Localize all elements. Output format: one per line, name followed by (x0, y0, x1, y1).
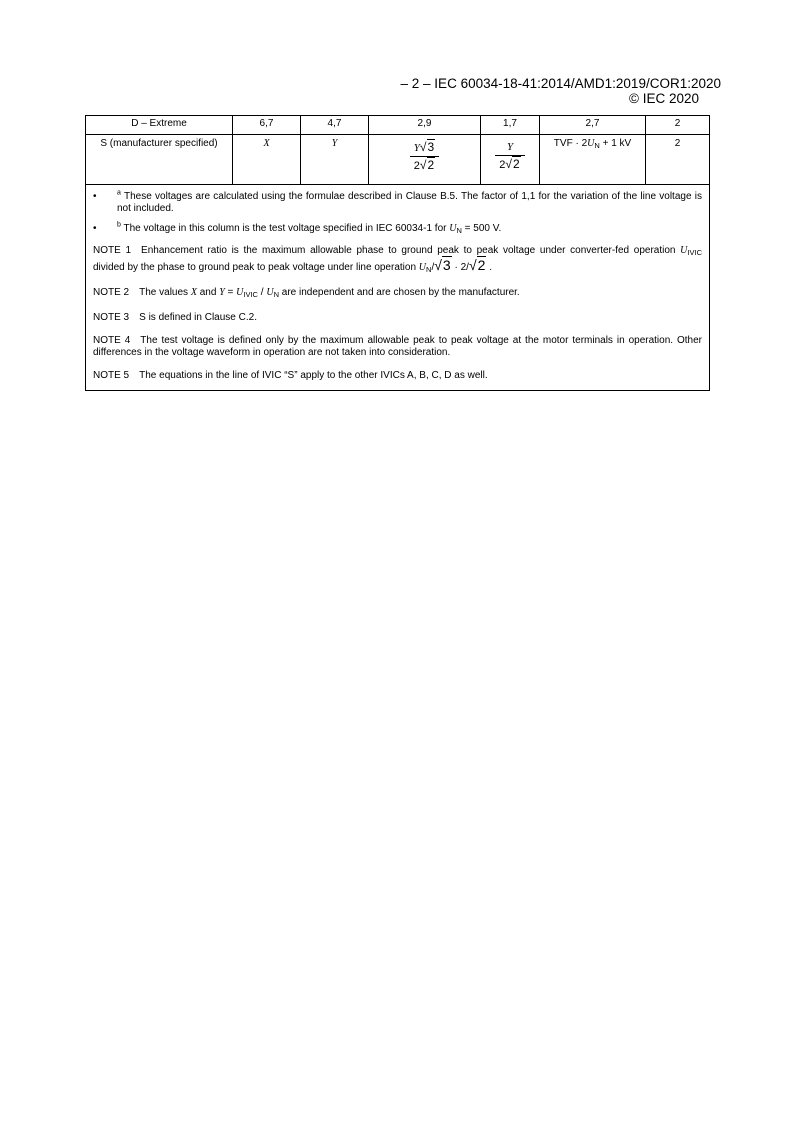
note-4: NOTE 4 The test voltage is defined only by the maximum allowable peak to peak voltage at the motor terminals in operation. Other differences in the voltage waveform in operation are not taken into consideration. (93, 335, 702, 358)
table-row (86, 116, 710, 135)
tvf-cell: TVF · $2U_N + 1$ kV (540, 135, 646, 185)
fraction-y: $\frac{Y}{2√2}$ (495, 140, 524, 172)
footnote-b: • $^b$ The voltage in this column is the test voltage specified in IEC 60034-1 for $U_N = 500$ V. (93, 221, 502, 235)
table-cell: Y (301, 135, 369, 185)
note-5: NOTE 5 The equations in the line of IVIC “S” apply to the other IVICs A, B, C, D as well. (93, 370, 488, 381)
table-cell: 4,7 (301, 116, 369, 135)
footnote-a: • $^a$ These voltages are calculated using the formulae described in Clause B.5. The factor of 1,1 for the variation of the line voltage is not included. (93, 189, 702, 214)
table-cell: 2,7 (540, 116, 646, 135)
note-1: NOTE 1 Enhancement ratio is the maximum allowable phase to ground peak to peak voltage under converter-fed operation $U_{IVIC}$ divided by the phase to ground peak to peak voltage under line operation $U_N/√3 \cdot 2/√2$ . (93, 245, 702, 274)
copyright-line: © IEC 2020 (629, 91, 699, 106)
table-cell: X (233, 135, 301, 185)
fraction-y-root3: $\frac{Y√3}{2√2}$ (410, 140, 439, 173)
formula-cell (369, 135, 481, 185)
table-cell: 2 (646, 135, 710, 185)
table-cell: 1,7 (481, 116, 540, 135)
document-id: – 2 – IEC 60034-18-41:2014/AMD1:2019/COR1:2020 (400, 76, 721, 91)
voltage-table (85, 115, 710, 391)
table-cell: 6,7 (233, 116, 301, 135)
table-row (86, 135, 710, 185)
page-header (401, 76, 721, 106)
formula-cell (481, 135, 540, 185)
note-2: NOTE 2 The values X and $Y = U_{IVIC} / U_N$ are independent and are chosen by the manufacturer. (93, 287, 520, 299)
notes-cell (86, 185, 710, 391)
notes-row (86, 185, 710, 391)
table-cell: 2,9 (369, 116, 481, 135)
note-3: NOTE 3 S is defined in Clause C.2. (93, 312, 257, 323)
table-cell: D – Extreme (86, 116, 233, 135)
table-cell: S (manufacturer specified) (86, 135, 233, 185)
table-cell: 2 (646, 116, 710, 135)
